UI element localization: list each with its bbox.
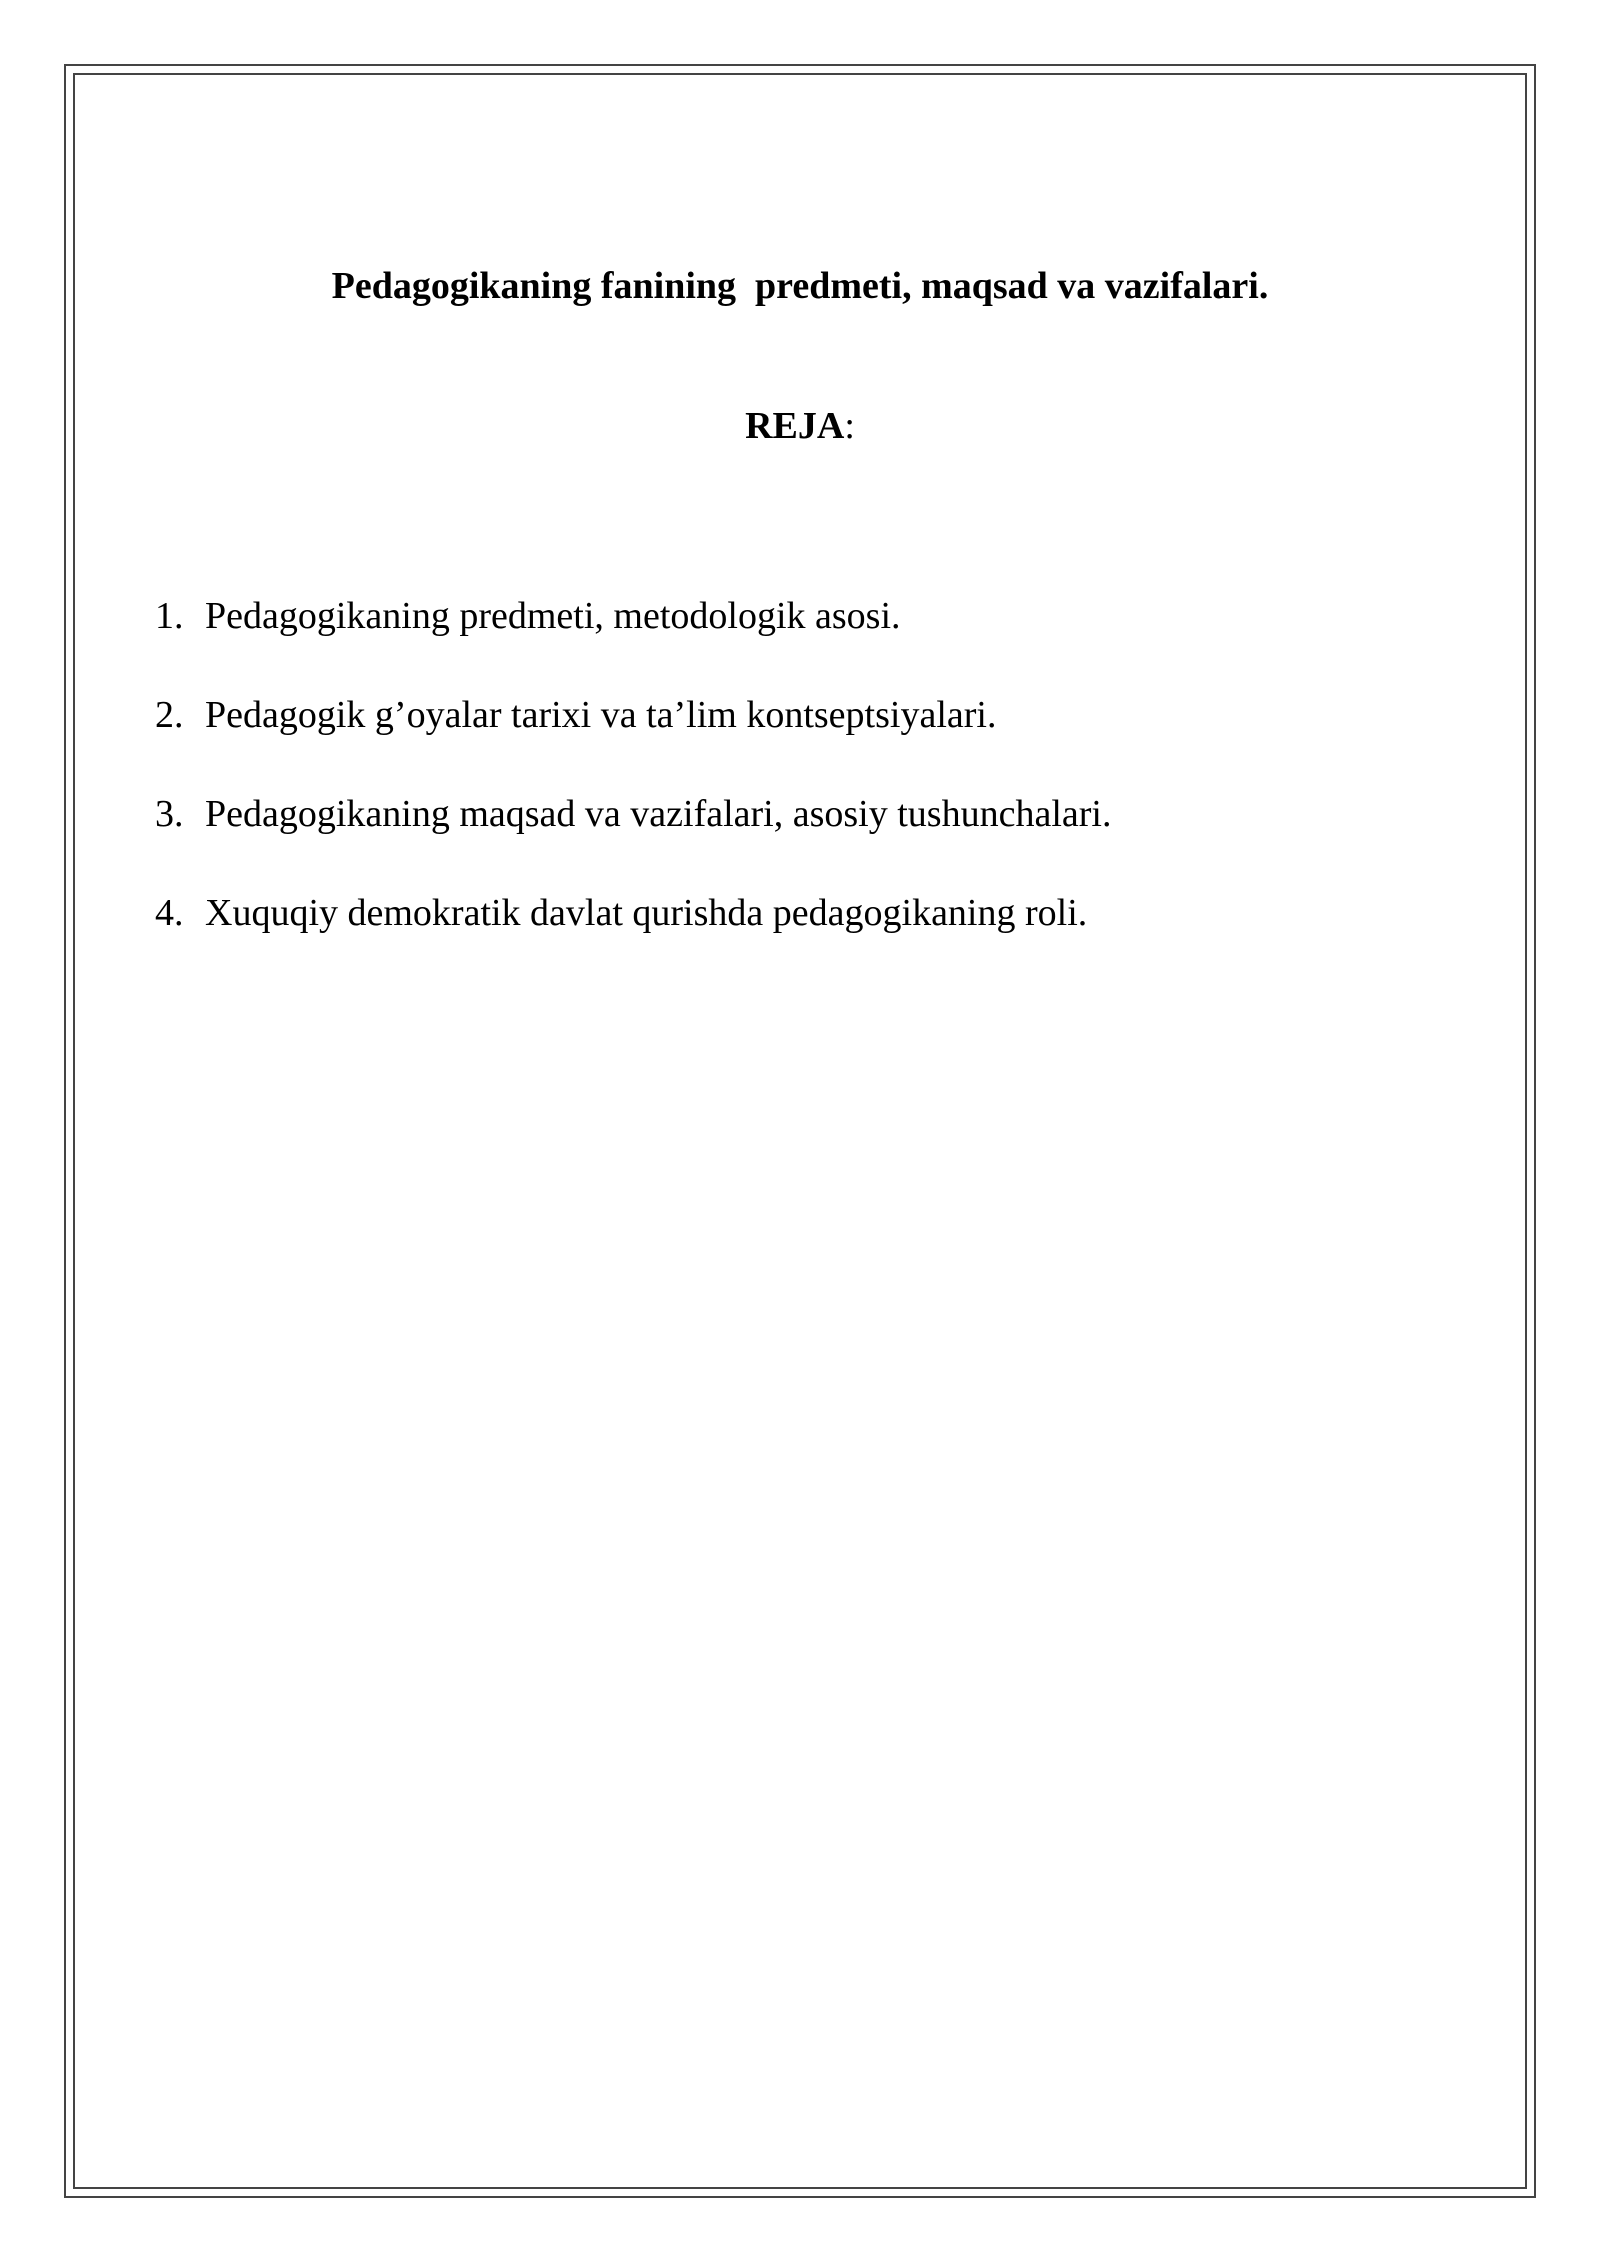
plan-list [155, 593, 1111, 989]
plan-item-number: 4. [155, 892, 184, 934]
plan-item-text: Pedagogik g’oyalar tarixi va ta’lim kontseptsiyalari. [205, 694, 997, 736]
plan-item-text: Pedagogikaning predmeti, metodologik asosi. [205, 595, 901, 637]
page-border-outer [64, 64, 1536, 2198]
plan-item [155, 692, 1111, 738]
plan-item [155, 890, 1111, 936]
plan-item [155, 791, 1111, 837]
plan-item-text: Pedagogikaning maqsad va vazifalari, asosiy tushunchalari. [205, 793, 1112, 835]
plan-heading-colon: : [844, 405, 855, 447]
plan-item-number: 3. [155, 793, 184, 835]
plan-heading [75, 403, 1525, 449]
page-border-inner [73, 73, 1527, 2189]
plan-heading-word: REJA [745, 405, 845, 447]
document-title: Pedagogikaning fanining predmeti, maqsad va vazifalari. [331, 265, 1269, 307]
plan-item-text: Xuquqiy demokratik davlat qurishda pedagogikaning roli. [205, 892, 1088, 934]
plan-item [155, 593, 1111, 639]
plan-item-number: 2. [155, 694, 184, 736]
plan-item-number: 1. [155, 595, 184, 637]
